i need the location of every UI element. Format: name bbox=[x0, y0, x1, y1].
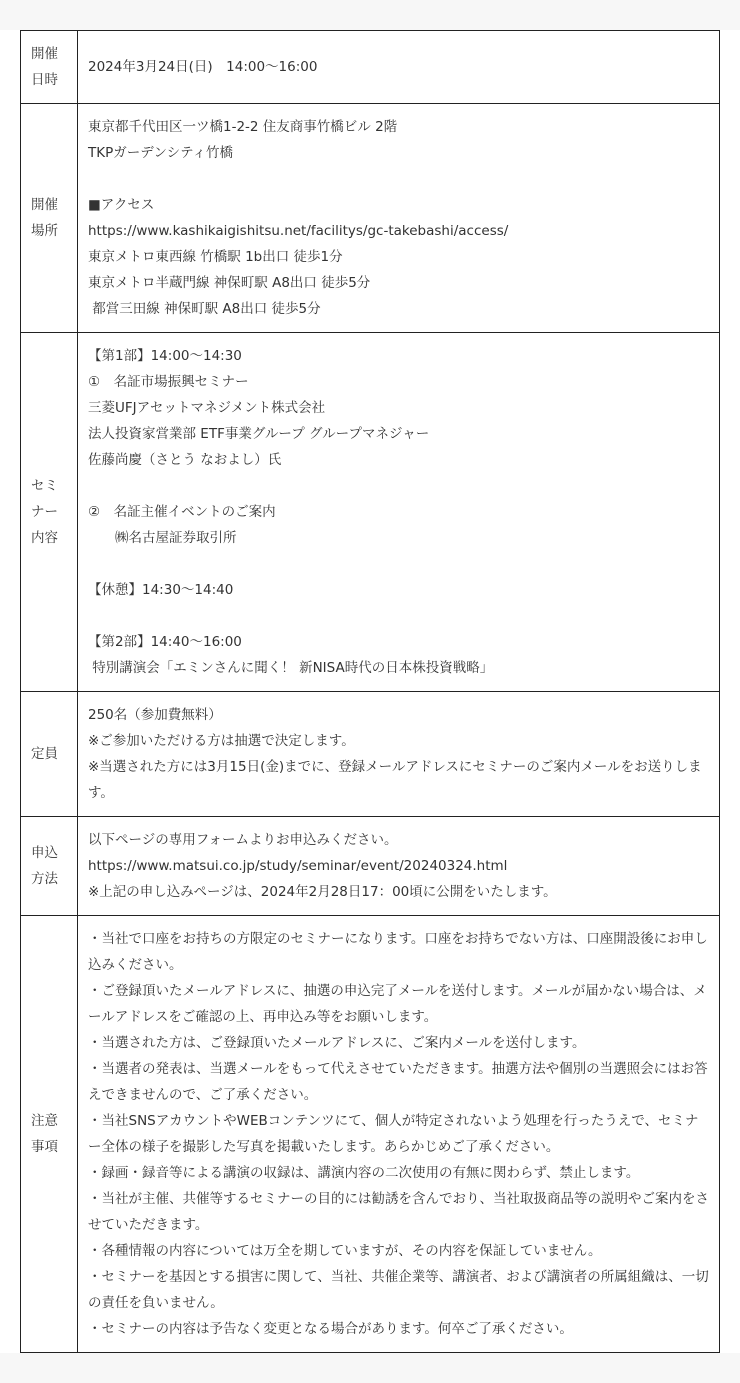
content-seminar bbox=[78, 333, 720, 692]
speaker-company: 三菱UFJアセットマネジメント株式会社 bbox=[88, 400, 326, 416]
label-date-line: 開催 bbox=[31, 46, 58, 62]
date-text: 2024年3月24日(日) 14:00〜16:00 bbox=[88, 59, 318, 75]
note-item: ・セミナーの内容は予告なく変更となる場合があります。何卒ご了承ください。 bbox=[88, 1321, 573, 1337]
note-item: ・当選者の発表は、当選メールをもって代えさせていただきます。抽選方法や個別の当選照会にはお答えできませんので、ご了承ください。 bbox=[88, 1061, 708, 1103]
part2-heading: 【第2部】14:40〜16:00 bbox=[88, 634, 242, 650]
blank-line bbox=[88, 166, 709, 192]
speaker-name: 佐藤尚慶（さとう なおよし）氏 bbox=[88, 452, 282, 468]
label-seminar bbox=[21, 333, 78, 692]
note-item: ・当選された方は、ご登録頂いたメールアドレスに、ご案内メールを送付します。 bbox=[88, 1035, 586, 1051]
venue-name: TKPガーデンシティ竹橋 bbox=[88, 145, 234, 161]
label-capacity-line: 定員 bbox=[31, 746, 58, 762]
blank-line bbox=[88, 551, 709, 577]
seminar-item: ② 名証主催イベントのご案内 bbox=[88, 504, 276, 520]
label-notes-line: 事項 bbox=[31, 1139, 58, 1155]
capacity-text: 250名（参加費無料） bbox=[88, 707, 222, 723]
row-apply bbox=[21, 817, 720, 916]
label-date-line: 日時 bbox=[31, 72, 58, 88]
label-apply-line: 方法 bbox=[31, 871, 58, 887]
label-apply-line: 申込 bbox=[31, 845, 58, 861]
content-capacity bbox=[78, 692, 720, 817]
label-date bbox=[21, 31, 78, 104]
apply-instruction: 以下ページの専用フォームよりお申込みください。 bbox=[88, 832, 398, 848]
label-apply bbox=[21, 817, 78, 916]
access-route: 東京メトロ半蔵門線 神保町駅 A8出口 徒歩5分 bbox=[88, 275, 371, 291]
label-seminar-line: 内容 bbox=[31, 530, 58, 546]
label-capacity bbox=[21, 692, 78, 817]
venue-address: 東京都千代田区一ツ橋1-2-2 住友商事竹橋ビル 2階 bbox=[88, 119, 398, 135]
seminar-info-table bbox=[20, 30, 720, 1353]
content-venue bbox=[78, 104, 720, 333]
note-item: ・当社SNSアカウントやWEBコンテンツにて、個人が特定されないよう処理を行ったうえで、セミナー全体の様子を撮影した写真を掲載いたします。あらかじめご了承ください。 bbox=[88, 1113, 699, 1155]
row-venue bbox=[21, 104, 720, 333]
access-route: 東京メトロ東西線 竹橋駅 1b出口 徒歩1分 bbox=[88, 249, 343, 265]
speaker-title: 法人投資家営業部 ETF事業グループ グループマネジャー bbox=[88, 426, 430, 442]
organizer: ㈱名古屋証券取引所 bbox=[88, 530, 237, 546]
row-notes bbox=[21, 916, 720, 1353]
content-date bbox=[78, 31, 720, 104]
label-venue-line: 開催 bbox=[31, 197, 58, 213]
content-apply bbox=[78, 817, 720, 916]
row-date bbox=[21, 31, 720, 104]
part1-heading: 【第1部】14:00〜14:30 bbox=[88, 348, 242, 364]
seminar-item: ① 名証市場振興セミナー bbox=[88, 374, 249, 390]
label-notes bbox=[21, 916, 78, 1353]
apply-note: ※上記の申し込みページは、2024年2月28日17：00頃に公開をいたします。 bbox=[88, 884, 557, 900]
capacity-note: ※ご参加いただける方は抽選で決定します。 bbox=[88, 733, 355, 749]
break-heading: 【休憩】14:30〜14:40 bbox=[88, 582, 234, 598]
row-seminar bbox=[21, 333, 720, 692]
apply-url: https://www.matsui.co.jp/study/seminar/event/20240324.html bbox=[88, 858, 508, 874]
row-capacity bbox=[21, 692, 720, 817]
label-notes-line: 注意 bbox=[31, 1113, 58, 1129]
special-lecture: 特別講演会「エミンさんに聞く！ 新NISA時代の日本株投資戦略」 bbox=[88, 660, 494, 676]
content-notes bbox=[78, 916, 720, 1353]
note-item: ・当社で口座をお持ちの方限定のセミナーになります。口座をお持ちでない方は、口座開設後にお申し込みください。 bbox=[88, 931, 708, 973]
blank-line bbox=[88, 603, 709, 629]
note-item: ・ご登録頂いたメールアドレスに、抽選の申込完了メールを送付します。メールが届かない場合は、メールアドレスをご確認の上、再申込み等をお願いします。 bbox=[88, 983, 707, 1025]
note-item: ・セミナーを基因とする損害に関して、当社、共催企業等、講演者、および講演者の所属組織は、一切の責任を負いません。 bbox=[88, 1269, 709, 1311]
label-seminar-line: セミ bbox=[31, 478, 58, 494]
access-route: 都営三田線 神保町駅 A8出口 徒歩5分 bbox=[88, 301, 321, 317]
note-item: ・各種情報の内容については万全を期していますが、その内容を保証していません。 bbox=[88, 1243, 602, 1259]
access-url: https://www.kashikaigishitsu.net/facilitys/gc-takebashi/access/ bbox=[88, 223, 509, 239]
note-item: ・当社が主催、共催等するセミナーの目的には勧誘を含んでおり、当社取扱商品等の説明やご案内をさせていただきます。 bbox=[88, 1191, 709, 1233]
note-item: ・録画・録音等による講演の収録は、講演内容の二次使用の有無に関わらず、禁止します。 bbox=[88, 1165, 640, 1181]
label-venue-line: 場所 bbox=[31, 223, 58, 239]
label-venue bbox=[21, 104, 78, 333]
access-heading: ■アクセス bbox=[88, 197, 155, 213]
label-seminar-line: ナー bbox=[31, 504, 58, 520]
capacity-note: ※当選された方には3月15日(金)までに、登録メールアドレスにセミナーのご案内メールをお送りします。 bbox=[88, 759, 702, 801]
blank-line bbox=[88, 473, 709, 499]
